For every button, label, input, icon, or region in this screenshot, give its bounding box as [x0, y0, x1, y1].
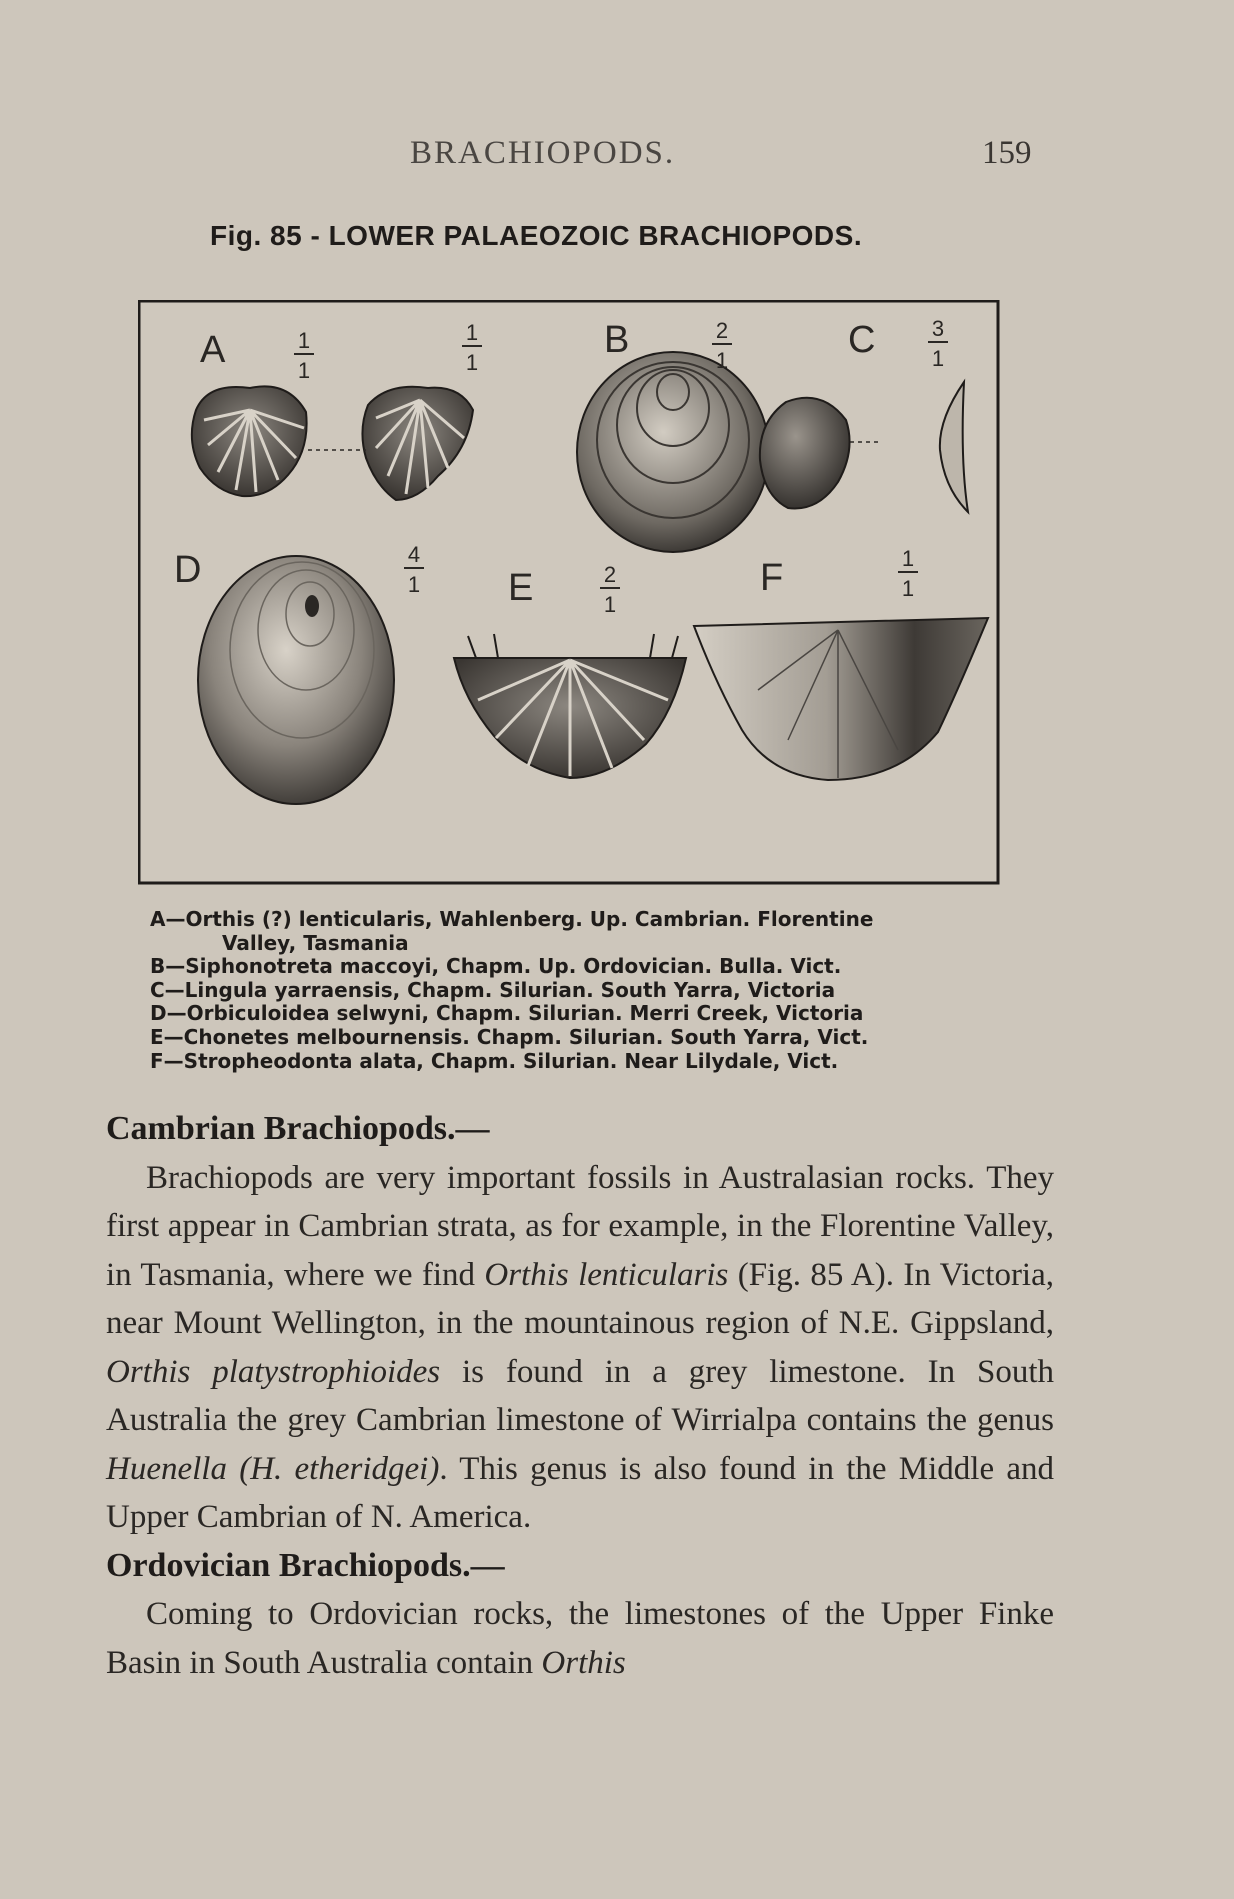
specimen-b-drawing: [577, 352, 769, 552]
svg-text:1: 1: [407, 572, 421, 597]
section-heading-cambrian: Cambrian Brachiopods.—: [106, 1110, 490, 1147]
running-title: BRACHIOPODS.: [410, 135, 676, 171]
section-heading-ordovician: Ordovician Brachiopods.—: [106, 1546, 505, 1584]
caption-b: B—Siphonotreta maccoyi, Chapm. Up. Ordovician. Bulla. Vict.: [150, 954, 842, 979]
caption-e: E—Chonetes melbournensis. Chapm. Silurian. South Yarra, Vict.: [150, 1024, 869, 1049]
paragraph-cambrian: Brachiopods are very important fossils in Australasian rocks. They first appear in Cambrian strata, as for example, in the Florentine Valley, in Tasmania, where we find Orthis lenticularis (Fig. 85 A). In Victoria, near Mount Wellington, in the mountainous region of N.E. Gippsland, Orthis platystrophioides is found in a grey limestone. In South Australia the grey Cambrian limestone of Wirrialpa contains the genus Huenella (H. etheridgei). This genus is also found in the Middle and Upper Cambrian of N. America.: [106, 1159, 1055, 1535]
caption-d: D—Orbiculoidea selwyni, Chapm. Silurian. Merri Creek, Victoria: [150, 1001, 864, 1026]
plate-illustration: [138, 300, 1010, 888]
svg-text:1: 1: [465, 320, 479, 345]
figure-captions: [150, 908, 1030, 1073]
figure-plate: [138, 300, 1010, 888]
running-head: [0, 135, 1234, 175]
svg-text:3: 3: [931, 316, 945, 341]
svg-text:1: 1: [297, 358, 311, 383]
svg-text:1: 1: [931, 346, 945, 371]
svg-text:1: 1: [901, 546, 915, 571]
caption-c: C—Lingula yarraensis, Chapm. Silurian. South Yarra, Victoria: [150, 977, 836, 1002]
caption-a: A—Orthis (?) lenticularis, Wahlenberg. Up. Cambrian. Florentine: [150, 907, 874, 931]
figure-title: Fig. 85 - LOWER PALAEOZOIC BRACHIOPODS.: [210, 220, 863, 251]
label-d: D: [174, 549, 202, 591]
svg-text:1: 1: [715, 348, 729, 373]
svg-text:2: 2: [603, 562, 617, 587]
label-a: A: [200, 329, 226, 371]
specimen-d-drawing: [198, 556, 394, 804]
caption-a-continued: Valley, Tasmania: [222, 930, 409, 955]
label-c: C: [848, 319, 876, 361]
body-text: [106, 1105, 1054, 1687]
svg-text:1: 1: [603, 592, 617, 617]
caption-f: F—Stropheodonta alata, Chapm. Silurian. Near Lilydale, Vict.: [150, 1048, 839, 1073]
label-b: B: [604, 319, 630, 361]
page-number: 159: [982, 135, 1032, 171]
svg-text:1: 1: [901, 576, 915, 601]
svg-text:1: 1: [297, 328, 311, 353]
paragraph-ordovician: Coming to Ordovician rocks, the limestones of the Upper Finke Basin in South Australia contain Orthis: [106, 1596, 1054, 1681]
svg-text:2: 2: [715, 318, 729, 343]
svg-text:4: 4: [407, 542, 421, 567]
label-e: E: [508, 567, 534, 609]
svg-text:1: 1: [465, 350, 479, 375]
label-f: F: [760, 557, 784, 599]
